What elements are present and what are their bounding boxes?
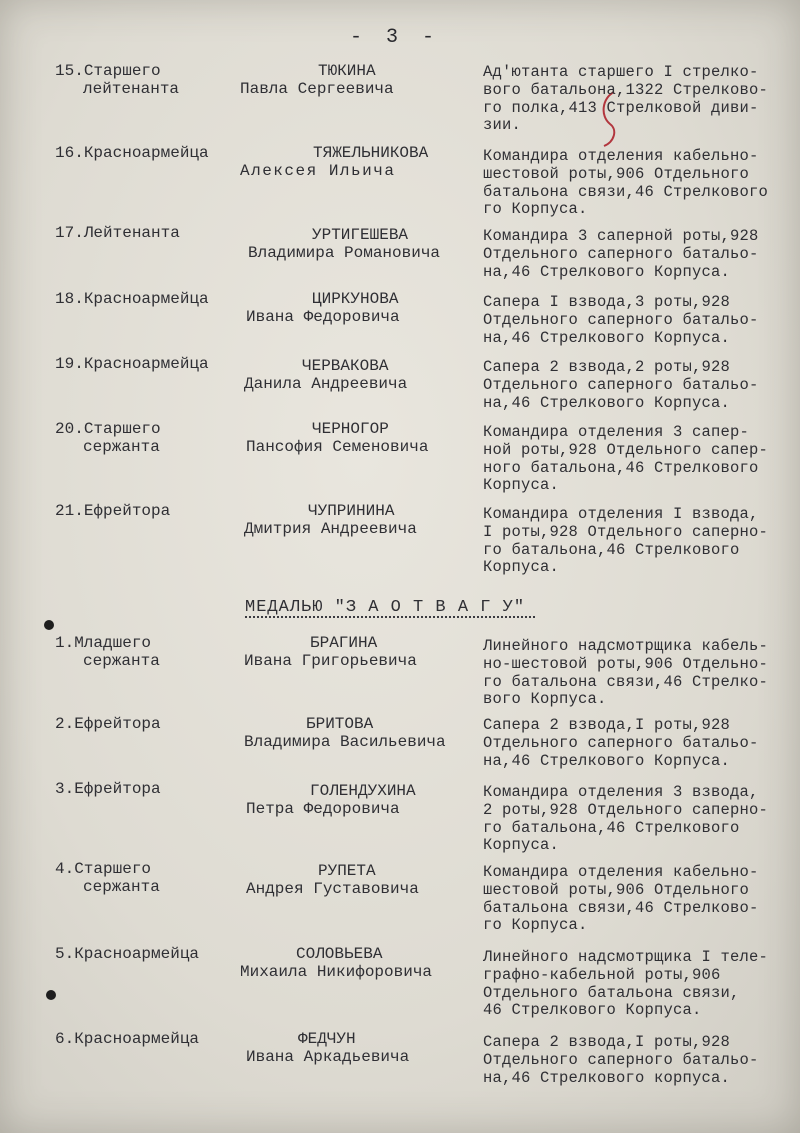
- section-underline: [245, 616, 535, 618]
- unit-line: Командира 3 саперной роты,928: [483, 227, 759, 245]
- given-name: Владимира Романовича: [248, 244, 441, 262]
- surname: УРТИГЕШЕВА: [312, 226, 409, 244]
- unit-line: вого Корпуса.: [483, 690, 607, 709]
- rank-line1: Старшего: [74, 860, 152, 878]
- unit-description: [483, 294, 793, 347]
- surname: ЧУПРИНИНА: [308, 502, 395, 520]
- unit-line: батальона связи,46 Стрелкового: [483, 182, 769, 201]
- unit-line: ного батальона,46 Стрелкового: [483, 458, 759, 477]
- unit-line: го батальона,46 Стрелкового: [483, 818, 740, 837]
- entry-rank: [55, 780, 235, 798]
- unit-line: го батальона связи,46 Стрелко-: [483, 672, 769, 691]
- unit-line: Корпуса.: [483, 476, 560, 495]
- entry-number: 16.: [55, 144, 84, 162]
- unit-line: го батальона,46 Стрелкового: [483, 540, 740, 559]
- binder-hole: [44, 620, 54, 630]
- unit-line: на,46 Стрелкового Корпуса.: [483, 262, 731, 281]
- unit-line: Линейного надсмотрщика кабель-: [483, 637, 769, 655]
- unit-line: шестовой роты,906 Отдельного: [483, 880, 750, 899]
- unit-line: Линейного надсмотрщика I теле-: [483, 948, 769, 966]
- surname: ГОЛЕНДУХИНА: [310, 782, 416, 800]
- unit-line: Командира отделения I взвода,: [483, 505, 759, 523]
- given-name: Дмитрия Андреевича: [244, 520, 417, 538]
- unit-line: Отдельного саперного батальо-: [483, 1050, 759, 1069]
- unit-line: графно-кабельной роты,906: [483, 965, 721, 984]
- entry-rank: [55, 420, 235, 456]
- surname: СОЛОВЬЕВА: [296, 945, 383, 963]
- entry-number: 5.: [55, 945, 75, 963]
- binder-hole: [46, 990, 56, 1000]
- unit-line: Командира отделения кабельно-: [483, 147, 759, 165]
- given-name: Андрея Густавовича: [246, 880, 419, 898]
- given-name: Пансофия Семеновича: [246, 438, 429, 456]
- unit-description: [483, 784, 793, 855]
- unit-description: [483, 1034, 793, 1087]
- entry-number: 19.: [55, 355, 84, 373]
- unit-description: [483, 949, 793, 1020]
- unit-description: [483, 228, 793, 281]
- unit-line: Корпуса.: [483, 836, 560, 855]
- unit-line: Отдельного саперного батальо-: [483, 733, 759, 752]
- unit-line: вого батальона,1322 Стрелково-: [483, 80, 769, 99]
- unit-description: [483, 506, 793, 577]
- given-name: Ивана Аркадьевича: [246, 1048, 410, 1066]
- given-name: Ивана Григорьевича: [244, 652, 417, 670]
- unit-line: 46 Стрелкового Корпуса.: [483, 1001, 702, 1020]
- entry-rank: [55, 715, 235, 733]
- given-name: Данила Андреевича: [244, 375, 408, 393]
- given-name: Ивана Федоровича: [246, 308, 400, 326]
- rank-line1: Ефрейтора: [83, 502, 171, 520]
- surname: ТЮКИНА: [318, 62, 376, 80]
- unit-line: 2 роты,928 Отдельного саперно-: [483, 800, 769, 819]
- surname: БРАГИНА: [310, 634, 378, 652]
- surname: ЧЕРНОГОР: [312, 420, 389, 438]
- unit-line: го Корпуса.: [483, 200, 588, 219]
- surname: ФЕДЧУН: [298, 1030, 356, 1048]
- rank-line1: Старшего: [83, 420, 161, 438]
- entry-rank: [55, 144, 235, 162]
- rank-line2: сержанта: [83, 878, 160, 896]
- rank-line1: Красноармейца: [74, 945, 200, 963]
- unit-line: Сапера 2 взвода,2 роты,928: [483, 358, 731, 376]
- rank-line1: Ефрейтора: [74, 780, 161, 798]
- unit-line: зии.: [483, 116, 522, 135]
- unit-line: на,46 Стрелкового корпуса.: [483, 1068, 731, 1087]
- rank-line1: Ефрейтора: [74, 715, 161, 733]
- entry-rank: [55, 290, 235, 308]
- entry-number: 6.: [55, 1030, 75, 1048]
- unit-line: Корпуса.: [483, 558, 560, 577]
- given-name: Михаила Никифоровича: [240, 963, 433, 981]
- rank-line2: лейтенанта: [83, 80, 180, 98]
- surname: РУПЕТА: [318, 862, 376, 880]
- surname: ЦИРКУНОВА: [312, 290, 399, 308]
- rank-line2: сержанта: [83, 438, 160, 456]
- entry-rank: [55, 945, 235, 963]
- section-title: МЕДАЛЬЮ "З А О Т В А Г У": [245, 598, 526, 617]
- entry-number: 20.: [55, 420, 84, 438]
- unit-line: Ад'ютанта старшего I стрелко-: [483, 63, 759, 81]
- entry-rank: [55, 224, 235, 242]
- entry-number: 4.: [55, 860, 75, 878]
- entry-number: 17.: [55, 224, 84, 242]
- entry-rank: [55, 502, 235, 520]
- unit-line: Отдельного саперного батальо-: [483, 310, 759, 329]
- given-name: Павла Сергеевича: [240, 80, 394, 98]
- unit-line: Отдельного батальона связи,: [483, 983, 740, 1002]
- unit-line: на,46 Стрелкового Корпуса.: [483, 393, 731, 412]
- unit-description: [483, 638, 793, 709]
- unit-description: [483, 424, 793, 495]
- unit-line: Командира отделения 3 взвода,: [483, 783, 759, 801]
- entry-number: 15.: [55, 62, 84, 80]
- unit-line: I роты,928 Отдельного саперно-: [483, 522, 769, 541]
- entry-number: 3.: [55, 780, 75, 798]
- rank-line2: сержанта: [83, 652, 160, 670]
- unit-line: Отдельного саперного батальо-: [483, 244, 759, 263]
- unit-description: [483, 717, 793, 770]
- surname: ТЯЖЕЛЬНИКОВА: [313, 144, 429, 162]
- unit-line: на,46 Стрелкового Корпуса.: [483, 751, 731, 770]
- unit-line: Командира отделения кабельно-: [483, 863, 759, 881]
- entry-number: 18.: [55, 290, 84, 308]
- given-name: Петра Федоровича: [246, 800, 400, 818]
- surname: БРИТОВА: [306, 715, 374, 733]
- unit-line: но-шестовой роты,906 Отдельно-: [483, 654, 769, 673]
- rank-line1: Лейтенанта: [83, 224, 180, 242]
- unit-line: Сапера 2 взвода,I роты,928: [483, 716, 731, 734]
- entry-rank: [55, 62, 235, 98]
- entry-number: 1.: [55, 634, 75, 652]
- rank-line1: Красноармейца: [83, 355, 209, 373]
- unit-line: Отдельного саперного батальо-: [483, 375, 759, 394]
- entry-rank: [55, 1030, 235, 1048]
- unit-line: ной роты,928 Отдельного сапер-: [483, 440, 769, 459]
- unit-line: Командира отделения 3 сапер-: [483, 423, 750, 441]
- rank-line1: Старшего: [83, 62, 161, 80]
- given-name: Владимира Васильевича: [244, 733, 446, 751]
- entry-number: 21.: [55, 502, 84, 520]
- rank-line1: Красноармейца: [83, 144, 209, 162]
- unit-description: [483, 64, 793, 135]
- unit-line: шестовой роты,906 Отдельного: [483, 164, 750, 183]
- unit-line: батальона связи,46 Стрелково-: [483, 898, 759, 917]
- unit-description: [483, 359, 793, 412]
- rank-line1: Красноармейца: [74, 1030, 200, 1048]
- rank-line1: Младшего: [74, 634, 152, 652]
- surname: ЧЕРВАКОВА: [302, 357, 389, 375]
- unit-line: Сапера I взвода,3 роты,928: [483, 293, 731, 311]
- entry-rank: [55, 634, 235, 670]
- rank-line1: Красноармейца: [83, 290, 209, 308]
- given-name: Алексея Ильича: [240, 162, 396, 180]
- unit-line: Сапера 2 взвода,I роты,928: [483, 1033, 731, 1051]
- unit-line: го Корпуса.: [483, 916, 588, 935]
- entry-number: 2.: [55, 715, 75, 733]
- entry-rank: [55, 355, 235, 373]
- unit-description: [483, 864, 793, 935]
- unit-description: [483, 148, 793, 219]
- page-number: - 3 -: [349, 26, 440, 49]
- entry-rank: [55, 860, 235, 896]
- unit-line: на,46 Стрелкового Корпуса.: [483, 328, 731, 347]
- unit-line: го полка,413 Стрелковой диви-: [483, 98, 759, 117]
